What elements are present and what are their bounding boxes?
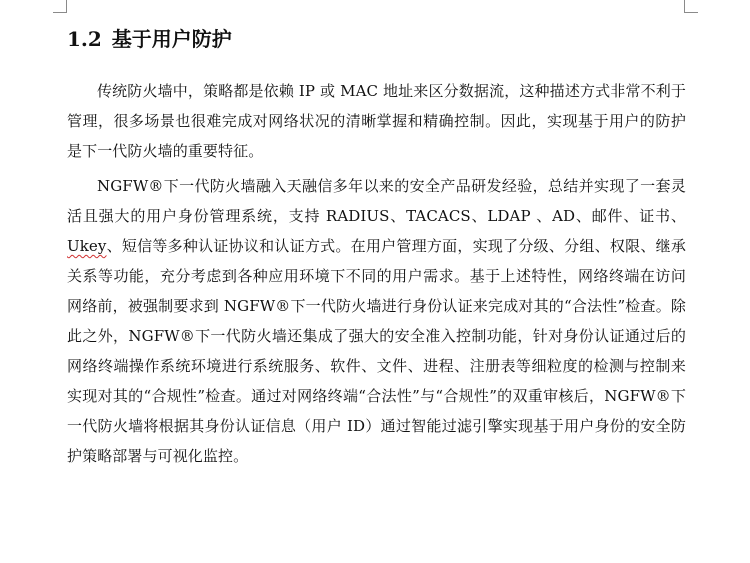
paragraph-ngfw-user-identity: [67, 171, 686, 471]
paragraph-traditional-firewall: 传统防火墙中，策略都是依赖 IP 或 MAC 地址来区分数据流，这种描述方式非常不利于管理，很多场景也很难完成对网络状况的清晰掌握和精确控制。因此，实现基于用户的防护是下一代防火墙的重要特征。: [67, 82, 686, 160]
section-heading: [67, 22, 686, 56]
document-body[interactable]: [67, 22, 686, 476]
crop-mark-top-right-horizontal: [684, 12, 698, 13]
paragraph-text-part: NGFW®下一代防火墙融入天融信多年以来的安全产品研发经验，总结并实现了一套灵活且强大的用户身份管理系统，支持 RADIUS、TACACS、LDAP 、AD、邮件、证书、: [67, 177, 686, 225]
section-title: 基于用户防护: [111, 27, 232, 51]
crop-mark-top-left-horizontal: [53, 12, 67, 13]
spellcheck-flagged-word[interactable]: Ukey: [67, 237, 107, 255]
paragraph-text-part: 、短信等多种认证协议和认证方式。在用户管理方面，实现了分级、分组、权限、继承关系等功能，充分考虑到各种应用环境下不同的用户需求。基于上述特性，网络终端在访问网络前，被强制要求到 NGFW®下一代防火墙进行身份认证来完成对其的“合法性”检查。除此之外，NGFW®下一代防火墙还集成了强大的安全准入控制功能，针对身份认证通过后的网络终端操作系统环境进行系统服务、软件、文件、进程、注册表等细粒度的检测与控制来实现对其的“合规性”检查。通过对网络终端“合法性”与“合规性”的双重审核后，NGFW®下一代防火墙将根据其身份认证信息（用户 ID）通过智能过滤引擎实现基于用户身份的安全防护策略部署与可视化监控。: [67, 237, 686, 465]
section-number: 1.2: [67, 27, 102, 51]
